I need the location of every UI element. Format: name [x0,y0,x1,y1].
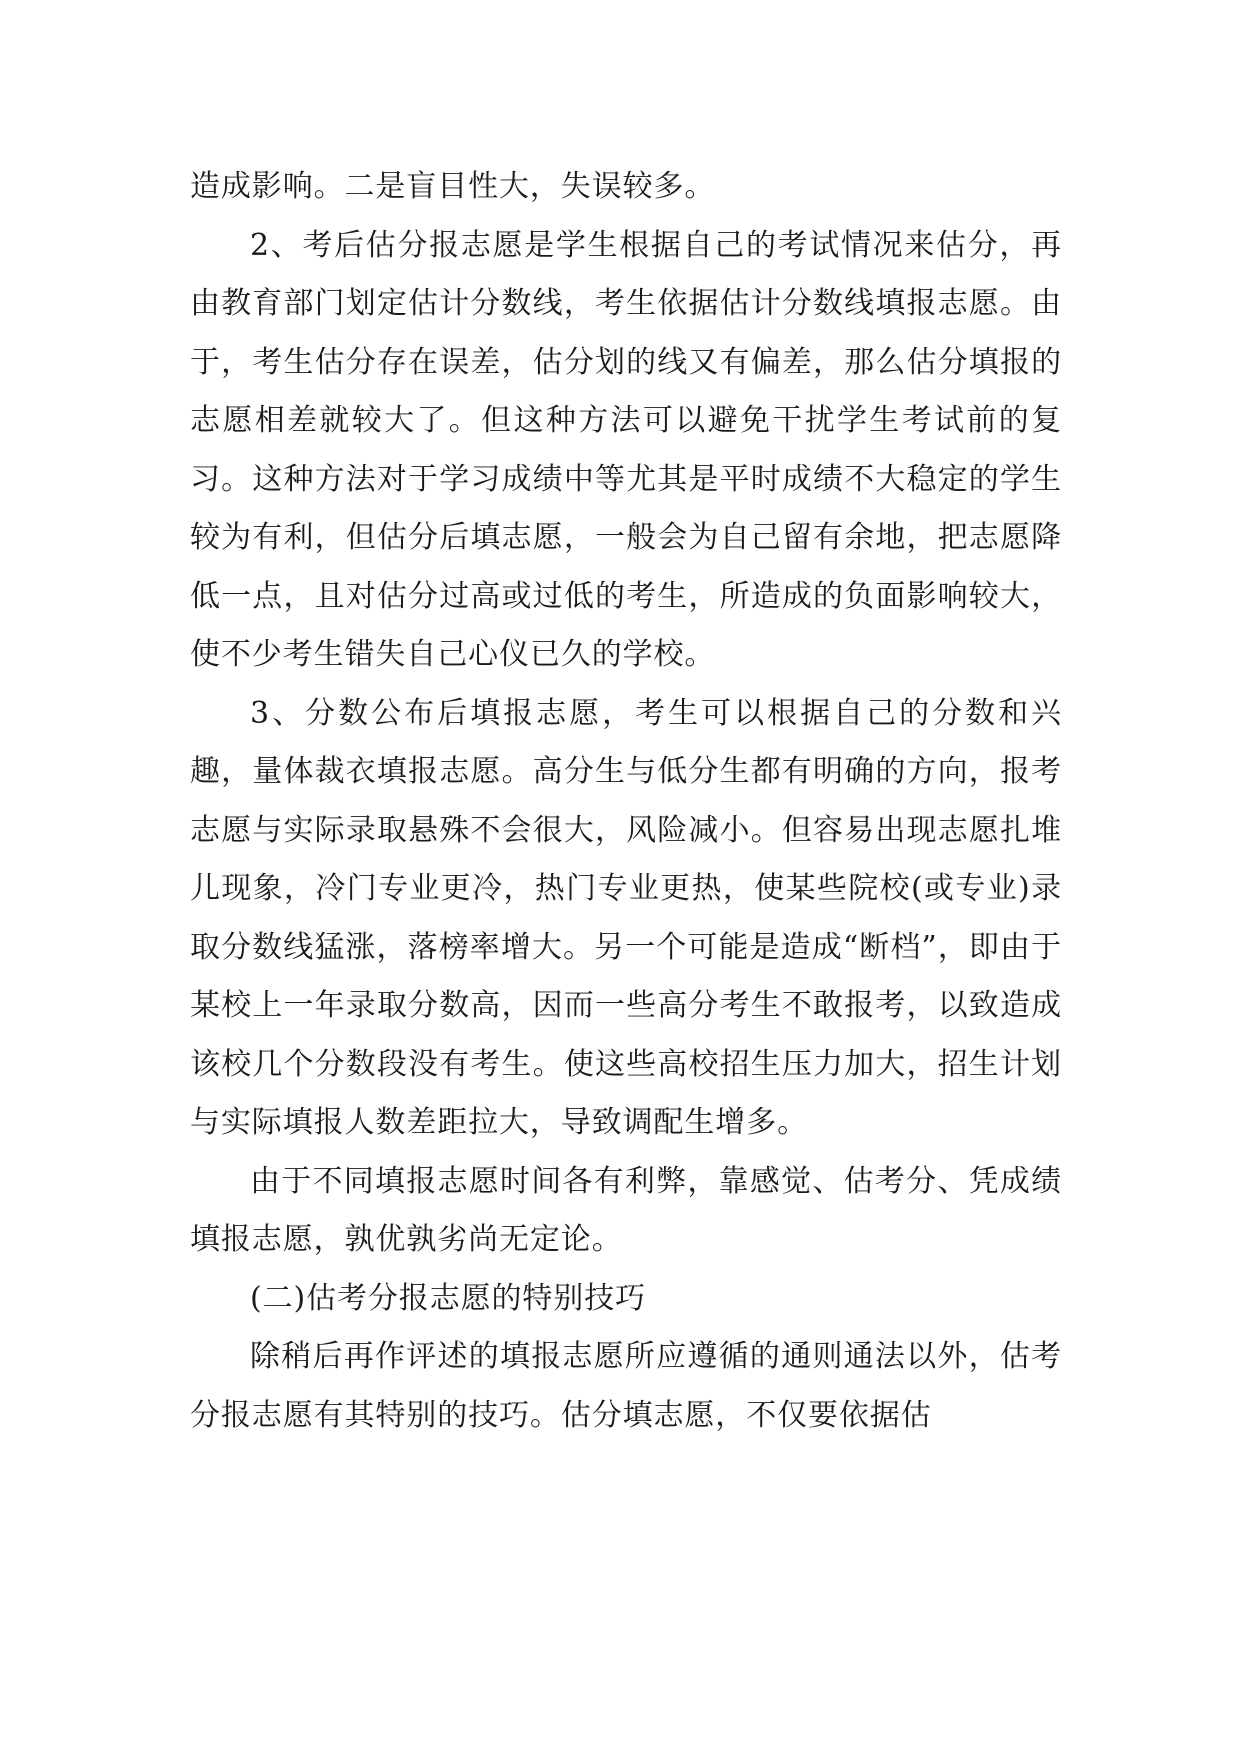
paragraph-point-3: 3、分数公布后填报志愿，考生可以根据自己的分数和兴趣，量体裁衣填报志愿。高分生与低分生都有明确的方向，报考志愿与实际录取悬殊不会很大，风险减小。但容易出现志愿扎堆儿现象，冷门专业更冷，热门专业更热，使某些院校(或专业)录取分数线猛涨，落榜率增大。另一个可能是造成“断档”，即由于某校上一年录取分数高，因而一些高分考生不敢报考，以致造成该校几个分数段没有考生。使这些高校招生压力加大，招生计划与实际填报人数差距拉大，导致调配生增多。 [190,695,1062,1140]
paragraph-continuation: 造成影响。二是盲目性大，失误较多。 [190,169,716,204]
section-heading: (二)估考分报志愿的特别技巧 [250,1280,647,1316]
paragraph-point-2: 2、考后估分报志愿是学生根据自己的考试情况来估分，再由教育部门划定估计分数线，考生依据估计分数线填报志愿。由于，考生估分存在误差，估分划的线又有偏差，那么估分填报的志愿相差就较大了。但这种方法可以避免干扰学生考试前的复习。这种方法对于学习成绩中等尤其是平时成绩不大稳定的学生较为有利，但估分后填志愿，一般会为自己留有余地，把志愿降低一点，且对估分过高或过低的考生，所造成的负面影响较大，使不少考生错失自己心仪已久的学校。 [190,227,1062,672]
paragraph-summary: 由于不同填报志愿时间各有利弊，靠感觉、估考分、凭成绩填报志愿，孰优孰劣尚无定论。 [190,1163,1062,1257]
paragraph-techniques: 除稍后再作评述的填报志愿所应遵循的通则通法以外，估考分报志愿有其特别的技巧。估分填志愿，不仅要依据估 [190,1339,1062,1433]
body-text [190,158,1062,1445]
